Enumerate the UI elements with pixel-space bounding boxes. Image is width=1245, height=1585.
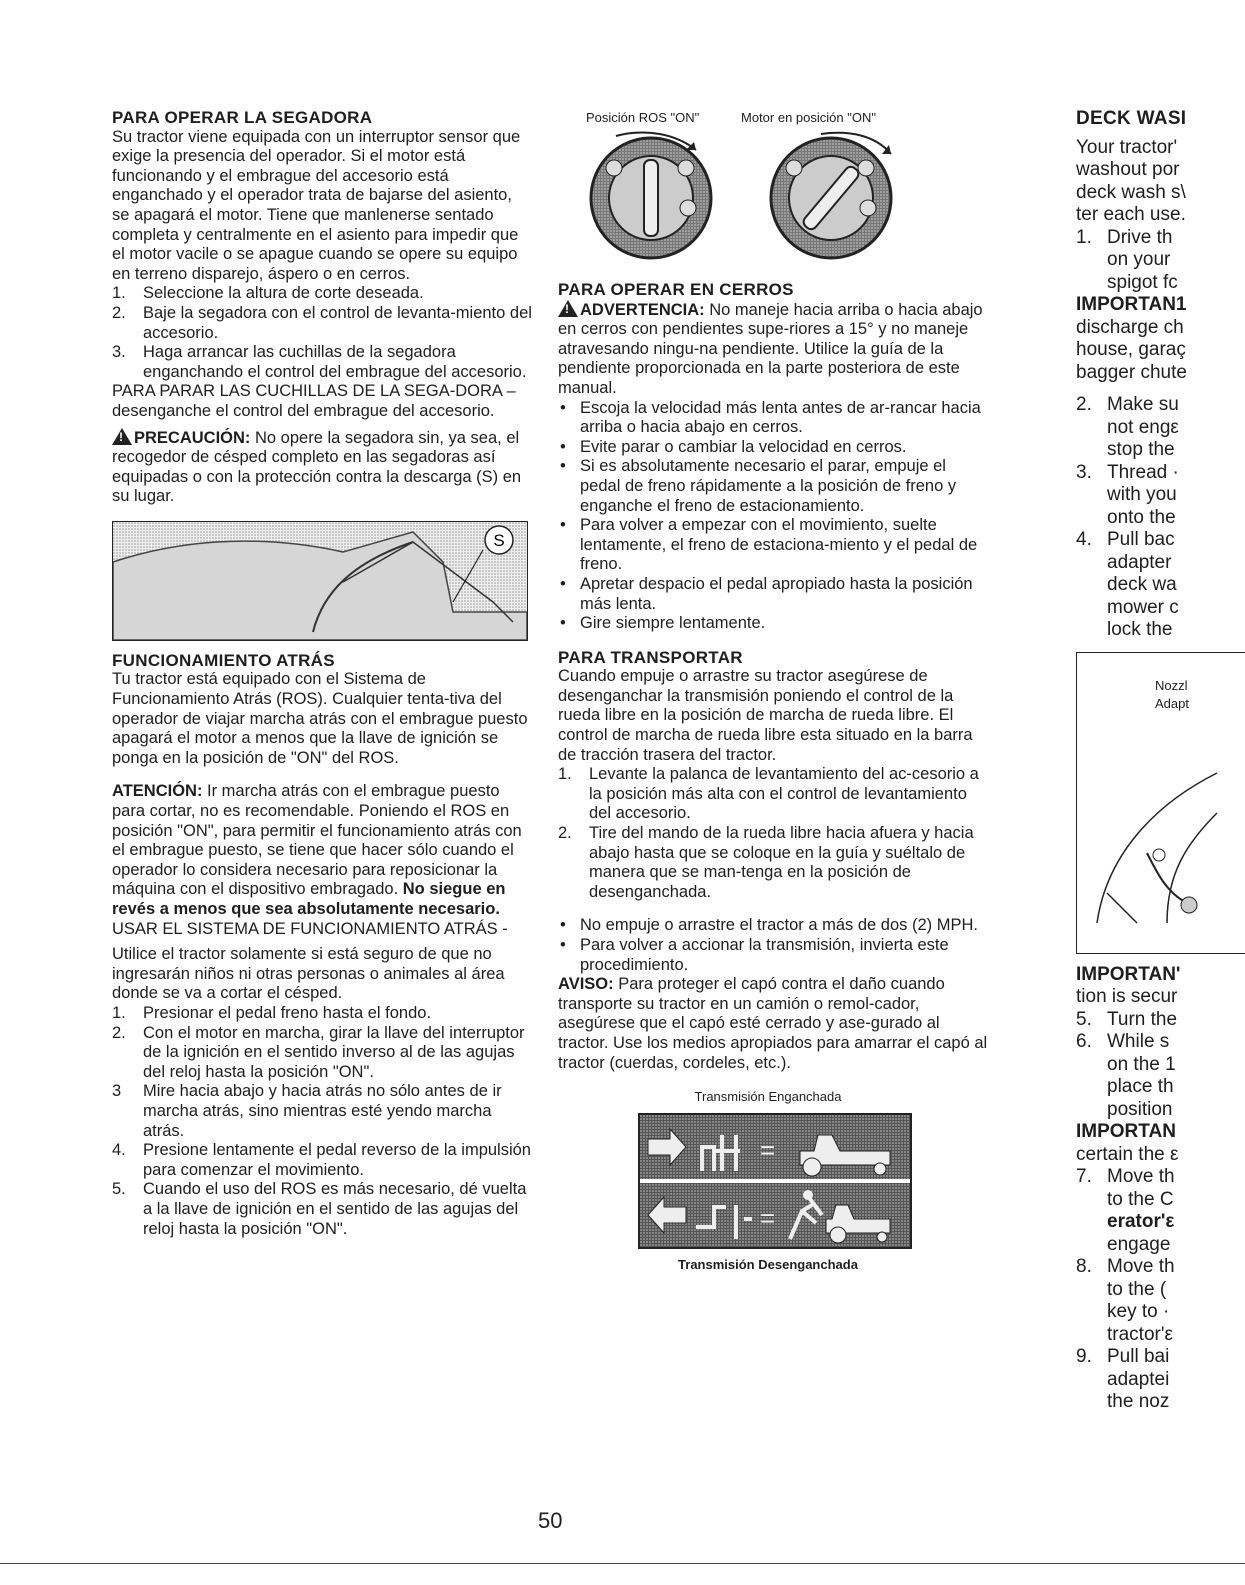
- warning-paragraph: !ADVERTENCIA: No maneje hacia arriba o hacia abajo en cerros con pendientes supe-riores a 15° y no maneje atravesando ningu-na pendiente. Utilice la guía de la pendiente proporcionada en la parte posteriora de este manual.: [558, 300, 988, 399]
- fig-caption-enganchada: Transmisión Enganchada: [694, 1089, 842, 1105]
- list-item: 2. Con el motor en marcha, girar la llave del interruptor de la ignición en el sentido inverso al de las agujas del reloj hasta la posición "ON".: [112, 1023, 525, 1081]
- ignition-figure: [586, 108, 988, 280]
- list-item: 1. Seleccione la altura de corte deseada.: [112, 284, 424, 303]
- list-item: 9. Pull bai adaptei the noz: [1076, 1346, 1170, 1412]
- list-item: 1. Drive th on your spigot fc: [1076, 226, 1178, 293]
- list-item: 2. Tire del mando de la rueda libre hacia afuera y hacia abajo hasta que se coloque en la guía y suéltalo de manera que se man-tenga en la posición de desenganchada.: [558, 824, 974, 901]
- transmission-illustration: [640, 1115, 910, 1247]
- line: tion is secur: [1076, 986, 1178, 1007]
- line: ter each use.: [1076, 204, 1186, 225]
- svg-text:=: =: [760, 1202, 776, 1233]
- paragraph-intro: Su tractor viene equipada con un interruptor sensor que exige la presencia del operador. Si el motor está funcionando y el embrague del accesorio está enganchado y el operador trata de bajarse del asiento, se apagará el motor. Tiene que manlenerse sentado completa y centralmente en el asiento para impedir que el motor vacile o se apague cuando se opere su equipo en terreno disparejo, áspero o en cerros.: [112, 127, 521, 283]
- list-item: 2. Baje la segadora con el control de levanta-miento del accesorio.: [112, 303, 532, 342]
- list-item: • Gire siempre lentamente.: [560, 614, 766, 633]
- list-item: 5. Turn the: [1076, 1008, 1178, 1030]
- list-item: • No empuje o arrastre el tractor a más de dos (2) MPH.: [560, 916, 978, 935]
- list-item: 7. Move th to the C erator'ε engage: [1076, 1166, 1175, 1255]
- list-item: • Escoja la velocidad más lenta antes de ar-rancar hacia arriba o hacia abajo en cerros.: [560, 398, 981, 437]
- paragraph-transportar: Cuando empuje o arrastre su tractor asegúrese de desenganchar la transmisión poniendo el control de la rueda libre en la posición de marcha de rueda libre. El control de marcha de rueda libre esta situado en la barra de tracción trasera del tractor.: [558, 667, 973, 764]
- important-label: IMPORTAN: [1076, 1121, 1176, 1142]
- important-label: IMPORTAN': [1076, 963, 1181, 985]
- ignition-switch-motor-icon: [771, 133, 891, 258]
- page-number: 50: [538, 1508, 563, 1533]
- list-item: 4. Pull bac adapter deck wa mower c lock the: [1076, 529, 1179, 640]
- paragraph-ros: Tu tractor está equipado con el Sistema de Funcionamiento Atrás (ROS). Cualquier tenta-tiva del operador de viajar marcha atrás con el embrague puesto apagará el motor a menos que la llave de ignición se ponga en la posición de "ON" del ROS.: [112, 670, 528, 767]
- nozzle-figure: [1076, 652, 1245, 954]
- list-item: 2. Make su not engε stop the: [1076, 394, 1179, 460]
- figure-label-s: S: [493, 530, 505, 550]
- paragraph-utilice: Utilice el tractor solamente si está seguro de que no ingresarán niños ni otras personas o animales al área donde se va a cortar el césped.: [112, 945, 505, 1003]
- heading-transportar: PARA TRANSPORTAR: [558, 647, 743, 667]
- line: deck wash s\: [1076, 181, 1186, 203]
- fig-label-motor-on: Motor en posición "ON": [741, 110, 876, 125]
- list-item: 4. Presione lentamente el pedal reverso de la impulsión para comenzar el movimiento.: [112, 1141, 531, 1179]
- list-item: 1. Levante la palanca de levantamiento del ac-cesorio a la posición más alta con el control de levantamiento del accesorio.: [558, 765, 979, 823]
- transport-steps-list: [558, 765, 988, 902]
- line: Your tractor': [1076, 136, 1178, 158]
- list-item: • Apretar despacio el pedal apropiado hasta la posición más lenta.: [560, 574, 973, 613]
- fig-caption-desenganchada: Transmisión Desenganchada: [678, 1256, 858, 1272]
- mower-deck-illustration: [113, 522, 527, 640]
- list-item: 5. Cuando el uso del ROS es más necesario, dé vuelta a la llave de ignición en el sentido de las agujas del reloj hasta la posición "ON".: [112, 1180, 527, 1238]
- fig-label-nozzle: Nozzl: [1155, 677, 1188, 693]
- attention-paragraph: ATENCIÓN: Ir marcha atrás con el embrague puesto para cortar, no es recomendable. Poniendo el ROS en posición "ON", para permitir el funcionamiento atrás con el embrague puesto, se tiene que hacer sólo cuando el operador lo considera necesario para reposicionar la máquina con el dispositivo embragado. No siegue en revés a menos que sea absolutamente necesario.: [112, 782, 522, 918]
- list-item: 3. Haga arrancar las cuchillas de la segadora enganchando el control del embrague del accesorio.: [112, 343, 527, 381]
- caution-paragraph: !PRECAUCIÓN: No opere la segadora sin, ya sea, el recogedor de césped completo en las segadoras así equipadas o con la protección contra la descarga (S) en su lugar.: [112, 428, 532, 507]
- paragraph-parar: PARA PARAR LAS CUCHILLAS DE LA SEGA-DORA – desenganche el control del embrague del accesorio.: [112, 382, 516, 420]
- important-label: IMPORTAN1: [1076, 294, 1187, 315]
- transport-bullet-list: [558, 916, 988, 975]
- line: discharge ch: [1076, 316, 1184, 338]
- column-middle: [558, 108, 988, 1274]
- heading-operar-segadora: PARA OPERAR LA SEGADORA: [112, 108, 373, 127]
- notice-paragraph: AVISO: Para proteger el capó contra el daño cuando transporte su tractor en un camión o remol-cador, asegúrese que el capó esté cerrado y ase-gurado al tractor. Use los medios apropiados para amarrar el capó al tractor (cuerdas, cordeles, etc.).: [558, 975, 988, 1072]
- list-item: 3. Thread · with you onto the: [1076, 461, 1179, 528]
- list-item: 3 Mire hacia abajo y hacia atrás no sólo antes de ir marcha atrás, sino mientras esté yendo marcha atrás.: [112, 1082, 502, 1140]
- line: house, garaç: [1076, 339, 1186, 360]
- list-item: • Evite parar o cambiar la velocidad en cerros.: [560, 437, 907, 456]
- warning-icon: [112, 428, 132, 445]
- steps-list: [112, 284, 532, 382]
- list-item: • Si es absolutamente necesario el parar, empuje el pedal de freno rápidamente a la posición de freno y enganche el freno de estacionamiento.: [560, 457, 957, 515]
- bottom-rule: [0, 1563, 1245, 1564]
- list-item: • Para volver a accionar la transmisión, invierta este procedimiento.: [560, 936, 949, 974]
- line: certain the ε: [1076, 1143, 1179, 1165]
- column-right-cropped: [1076, 108, 1245, 1414]
- list-item: 8. Move th to the ( key to · tractor'ε: [1076, 1256, 1175, 1345]
- heading-funcionamiento-atras: FUNCIONAMIENTO ATRÁS: [112, 650, 335, 670]
- list-item: 1. Presionar el pedal freno hasta el fondo.: [112, 1003, 432, 1022]
- fig-label-ros-on: Posición ROS "ON": [586, 110, 700, 125]
- deck-wash-illustration: [1077, 653, 1245, 953]
- discharge-guard-figure: [112, 521, 528, 641]
- hills-bullet-list: [558, 399, 988, 634]
- warning-icon: [558, 300, 578, 317]
- fig-label-adapter: Adapt: [1155, 695, 1189, 711]
- column-left: [112, 108, 532, 1239]
- line: bagger chute: [1076, 361, 1187, 383]
- ignition-key-illustration: [586, 128, 906, 278]
- list-item: • Para volver a empezar con el movimiento, suelte lentamente, el freno de estaciona-miento y el pedal de freno.: [560, 516, 978, 574]
- list-item: 6. While s on the 1 place th position: [1076, 1031, 1176, 1120]
- ignition-switch-ros-icon: [591, 132, 711, 258]
- svg-text:=: =: [760, 1134, 776, 1165]
- heading-operar-cerros: PARA OPERAR EN CERROS: [558, 280, 794, 299]
- ros-steps-list: [112, 1004, 532, 1239]
- line: washout por: [1076, 159, 1180, 180]
- heading-deck-wash: DECK WASI: [1076, 108, 1187, 129]
- transmission-figure: [638, 1113, 912, 1249]
- paragraph-usar-ros: USAR EL SISTEMA DE FUNCIONAMIENTO ATRÁS -: [112, 919, 508, 938]
